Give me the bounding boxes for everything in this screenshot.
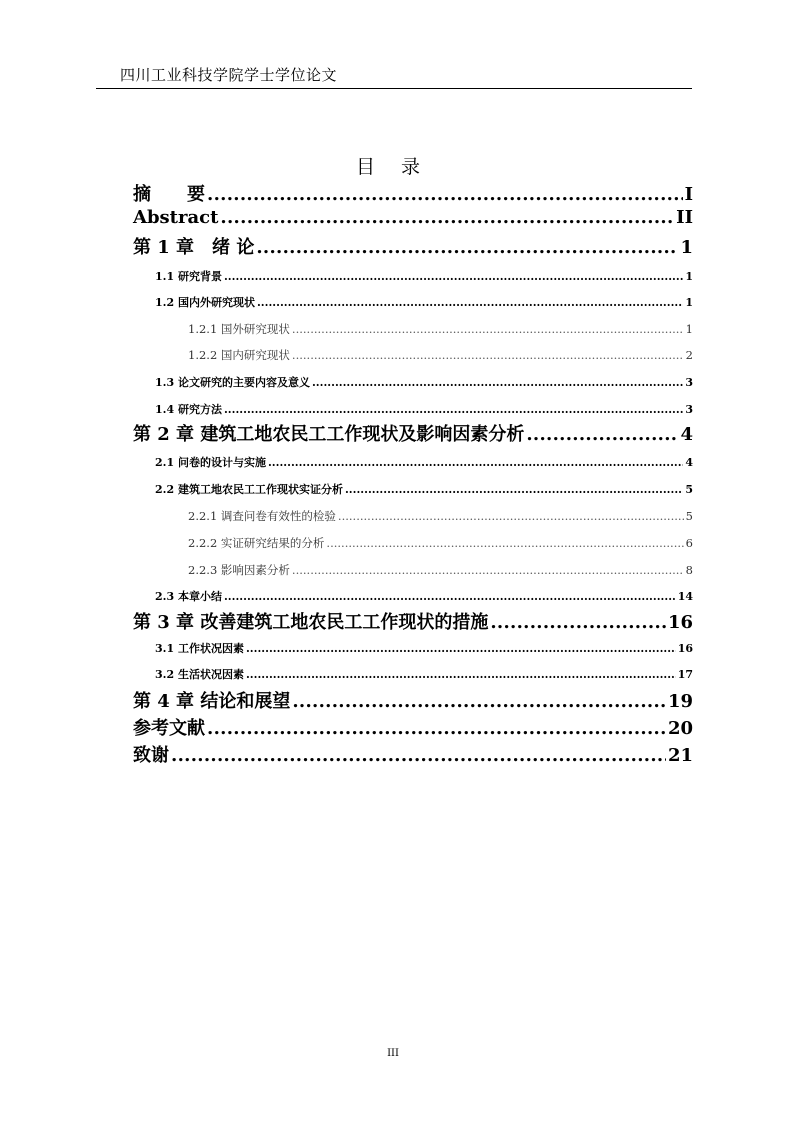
toc-entry-level-3: [188, 321, 693, 337]
toc-dot-leader: [292, 691, 666, 712]
toc-entry-label: 3.1 工作状况因素: [155, 642, 244, 655]
toc-entry-label: 第 3 章 改善建筑工地农民工工作现状的措施: [133, 612, 489, 633]
toc-dot-leader: [224, 403, 683, 416]
toc-entry-label: 2.2.2 实证研究结果的分析: [188, 536, 325, 550]
toc-entry-page: 2: [685, 348, 693, 362]
toc-entry-page: 16: [667, 612, 693, 633]
toc-entry-level-2: [155, 294, 693, 310]
toc-dot-leader: [224, 590, 676, 603]
toc-title: 目 录: [355, 156, 431, 178]
toc-entry-level-2: [155, 481, 693, 497]
toc-entry-label: Abstract: [133, 207, 219, 228]
toc-entry-level-1: [133, 420, 693, 446]
toc-entry-label: 参考文献: [133, 718, 205, 739]
toc-entry-level-2: [155, 374, 693, 390]
toc-dot-leader: [257, 296, 683, 309]
toc-entry-level-2: [155, 268, 693, 284]
toc-dot-leader: [292, 348, 684, 362]
toc-entry-label: 第 4 章 结论和展望: [133, 691, 291, 712]
toc-dot-leader: [292, 563, 684, 577]
toc-entry-page: 5: [685, 483, 693, 496]
toc-entry-page: 1: [680, 237, 693, 258]
toc-dot-leader: [220, 207, 674, 228]
header-rule: [96, 88, 692, 89]
toc-entry-page: 3: [685, 403, 693, 416]
toc-entry-label: 摘 要: [133, 184, 205, 205]
toc-entry-page: 1: [685, 322, 693, 336]
running-header-title: 四川工业科技学院学士学位论文: [120, 66, 338, 84]
toc-entry-page: 17: [677, 668, 693, 681]
toc-entry-level-2: [155, 666, 693, 682]
toc-dot-leader: [171, 745, 666, 766]
toc-entry-label: 2.1 问卷的设计与实施: [155, 456, 266, 469]
toc-entry-label: 1.4 研究方法: [155, 403, 222, 416]
toc-entry-level-1: [133, 207, 693, 233]
toc-dot-leader: [312, 376, 683, 389]
toc-entry-page: 1: [685, 296, 693, 309]
toc-entry-label: 1.2.1 国外研究现状: [188, 322, 290, 336]
toc-dot-leader: [338, 509, 684, 523]
toc-entry-label: 第 2 章 建筑工地农民工工作现状及影响因素分析: [133, 424, 525, 445]
toc-entry-page: 8: [685, 563, 693, 577]
toc-entry-level-1: [133, 714, 693, 740]
toc-entry-page: II: [676, 207, 693, 228]
toc-entry-label: 2.2 建筑工地农民工工作现状实证分析: [155, 483, 343, 496]
toc-entry-page: 4: [680, 424, 693, 445]
page-number: III: [387, 1048, 399, 1059]
toc-dot-leader: [345, 483, 683, 496]
toc-dot-leader: [256, 237, 678, 258]
toc-entry-label: 1.2 国内外研究现状: [155, 296, 255, 309]
toc-entry-page: 5: [685, 509, 693, 523]
toc-entry-level-3: [188, 562, 693, 578]
toc-entry-label: 2.2.1 调查问卷有效性的检验: [188, 509, 336, 523]
toc-entry-level-2: [155, 588, 693, 604]
toc-entry-level-2: [155, 454, 693, 470]
toc-dot-leader: [526, 424, 678, 445]
toc-entry-label: 致谢: [133, 745, 169, 766]
toc-entry-label: 1.1 研究背景: [155, 270, 222, 283]
toc-entry-page: 4: [685, 456, 693, 469]
toc-dot-leader: [207, 718, 666, 739]
toc-entry-page: 14: [677, 590, 693, 603]
toc-entry-level-2: [155, 401, 693, 417]
toc-entry-label: 1.3 论文研究的主要内容及意义: [155, 376, 310, 389]
toc-entry-label: 2.3 本章小结: [155, 590, 222, 603]
toc-dot-leader: [490, 612, 666, 633]
toc-entry-page: 21: [667, 745, 693, 766]
toc-entry-page: 1: [685, 270, 693, 283]
toc-entry-page: 3: [685, 376, 693, 389]
toc-entry-label: 3.2 生活状况因素: [155, 668, 244, 681]
toc-entry-level-1: [133, 687, 693, 713]
toc-entry-page: 16: [677, 642, 693, 655]
toc-entry-page: 19: [667, 691, 693, 712]
toc-dot-leader: [207, 184, 683, 205]
toc-entry-level-1: [133, 233, 693, 259]
toc-dot-leader: [292, 322, 684, 336]
toc-entry-level-1: [133, 180, 693, 206]
toc-entry-label: 1.2.2 国内研究现状: [188, 348, 290, 362]
toc-dot-leader: [224, 270, 683, 283]
toc-dot-leader: [268, 456, 683, 469]
toc-entry-label: 第 1 章 绪 论: [133, 237, 255, 258]
toc-entry-page: I: [684, 184, 693, 205]
toc-entry-label: 2.2.3 影响因素分析: [188, 563, 290, 577]
toc-dot-leader: [246, 668, 676, 681]
toc-dot-leader: [246, 642, 676, 655]
toc-entry-level-2: [155, 640, 693, 656]
toc-entry-level-3: [188, 535, 693, 551]
toc-entry-page: 20: [667, 718, 693, 739]
toc-entry-page: 6: [685, 536, 693, 550]
toc-entry-level-1: [133, 608, 693, 634]
toc-dot-leader: [326, 536, 683, 550]
toc-entry-level-3: [188, 347, 693, 363]
toc-entry-level-3: [188, 508, 693, 524]
toc-entry-level-1: [133, 741, 693, 767]
